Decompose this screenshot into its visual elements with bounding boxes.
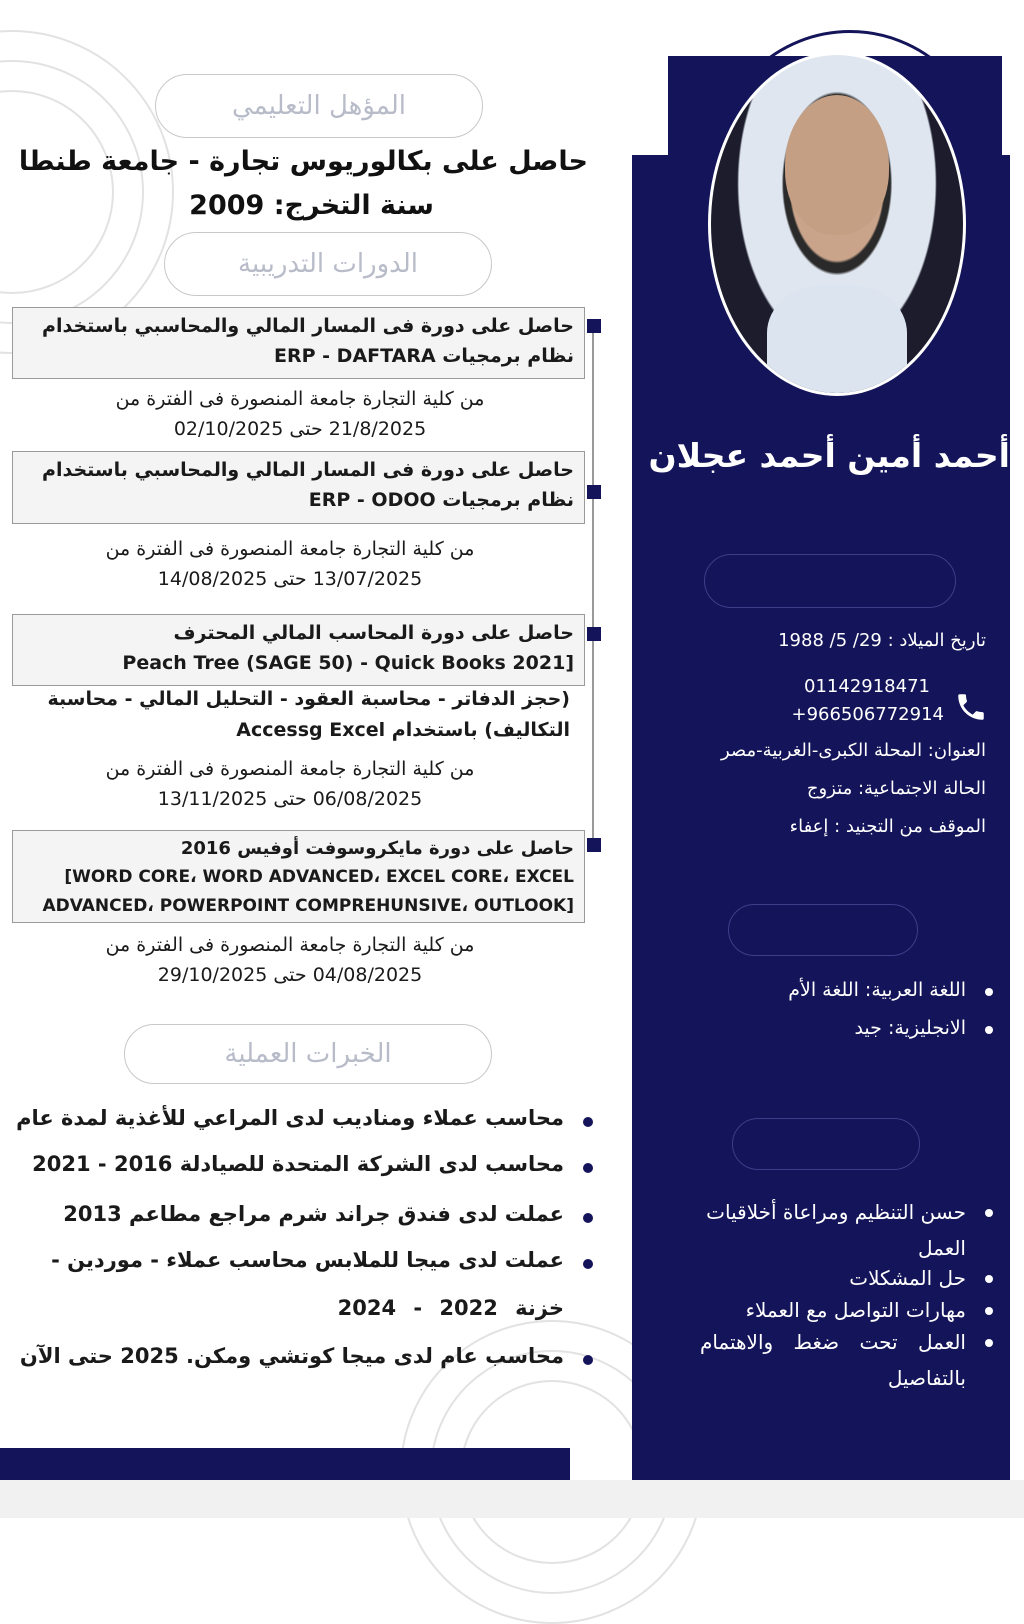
phone-icon <box>954 690 988 724</box>
course-box <box>12 614 585 686</box>
phone-number: 01142918471 <box>804 676 930 697</box>
military-status: الموقف من التجنيد : إعفاء <box>789 816 986 837</box>
course-source: من كلية التجارة جامعة المنصورة فى الفترة من <box>115 388 485 410</box>
course-subtitle: [ADVANCED، POWERPOINT COMPREHUNSIVE، OUTLOOK <box>42 896 574 916</box>
language-item: اللغة العربية: اللغة الأم <box>788 979 966 1001</box>
course-subtitle: نظام برمجيات ERP - DAFTARA <box>274 345 574 367</box>
course-source: من كلية التجارة جامعة المنصورة فى الفترة من <box>105 934 475 956</box>
marital-status: الحالة الاجتماعية: متزوج <box>806 778 986 799</box>
bullet <box>583 1117 593 1127</box>
course-dates: 06/08/2025 حتى 13/11/2025 <box>157 788 423 810</box>
birth-date: تاريخ الميلاد : 29/ 5/ 1988 <box>778 630 986 651</box>
section-pill-languages <box>728 904 918 956</box>
experience-item: عملت لدى فندق جراند شرم مراجع مطاعم 2013 <box>63 1202 564 1226</box>
skill-item: مهارات التواصل مع العملاء <box>745 1298 966 1322</box>
course-title: حاصل على دورة فى المسار المالي والمحاسبي باستخدام <box>42 315 574 337</box>
course-detail: التكاليف) باستخدام Accessg Excel <box>236 719 570 741</box>
experience-item: محاسب لدى الشركة المتحدة للصيادلة 2016 - 2021 <box>32 1152 564 1176</box>
course-dates: 04/08/2025 حتى 29/10/2025 <box>157 964 423 986</box>
phone-number: +966506772914 <box>791 704 944 725</box>
course-box <box>12 830 585 923</box>
experience-item: عملت لدى ميجا للملابس محاسب عملاء - موردين - <box>51 1248 564 1272</box>
skill-item: بالتفاصيل <box>887 1366 966 1390</box>
course-box <box>12 307 585 379</box>
section-title-experience: الخبرات العملية <box>124 1024 492 1084</box>
section-pill-skills <box>732 1118 920 1170</box>
course-source: من كلية التجارة جامعة المنصورة فى الفترة من <box>105 538 475 560</box>
candidate-name: أحمد أمين أحمد عجلان <box>648 436 1010 475</box>
course-title: حاصل على دورة مايكروسوفت أوفيس 2016 <box>180 838 574 859</box>
bullet <box>583 1213 593 1223</box>
timeline-marker <box>587 627 601 641</box>
language-item: الانجليزية: جيد <box>854 1017 966 1039</box>
course-subtitle: نظام برمجيات ERP - ODOO <box>308 489 574 511</box>
bullet <box>985 1307 993 1315</box>
address: العنوان: المحلة الكبرى-الغربية-مصر <box>721 740 986 761</box>
section-title-education: المؤهل التعليمي <box>155 74 483 138</box>
profile-photo <box>708 52 966 396</box>
timeline-marker <box>587 319 601 333</box>
section-title-courses: الدورات التدريبية <box>164 232 492 296</box>
timeline-marker <box>587 485 601 499</box>
skill-item: حل المشكلات <box>849 1266 966 1290</box>
experience-item: محاسب عام لدى ميجا كوتشي ومكن. 2025 حتى الآن <box>19 1344 564 1368</box>
course-detail: (حجز الدفاتر - محاسبة العقود - التحليل المالي - محاسبة <box>47 688 570 710</box>
bullet <box>583 1259 593 1269</box>
course-box <box>12 451 585 524</box>
course-subtitle: [Peach Tree (SAGE 50) - Quick Books 2021 <box>122 652 574 674</box>
course-title: حاصل على دورة فى المسار المالي والمحاسبي باستخدام <box>42 459 574 481</box>
bullet <box>583 1163 593 1173</box>
course-source: من كلية التجارة جامعة المنصورة فى الفترة من <box>105 758 475 780</box>
experience-item: خزنة 2022 - 2024 <box>337 1296 564 1320</box>
course-subtitle: WORD CORE، WORD ADVANCED، EXCEL CORE، EXCEL] <box>64 867 574 887</box>
timeline-marker <box>587 838 601 852</box>
skill-item: حسن التنظيم ومراعاة أخلاقيات <box>706 1200 966 1224</box>
bullet <box>985 988 993 996</box>
bullet <box>985 1275 993 1283</box>
bullet <box>583 1355 593 1365</box>
bullet <box>985 1209 993 1217</box>
bullet <box>985 1339 993 1347</box>
page-bottom-strip <box>0 1480 1024 1518</box>
timeline-line <box>592 325 594 845</box>
section-pill-personal-info <box>704 554 956 608</box>
graduation-year: سنة التخرج: 2009 <box>189 190 434 221</box>
skill-item: العمل <box>917 1236 966 1260</box>
course-title: حاصل على دورة المحاسب المالي المحترف <box>173 622 574 644</box>
skill-item: العمل تحت ضغط والاهتمام <box>699 1330 966 1354</box>
experience-item: محاسب عملاء ومناديب لدى المراعي للأغذية لمدة عام <box>16 1106 564 1130</box>
footer-bar <box>0 1448 570 1480</box>
course-dates: 21/8/2025 حتى 02/10/2025 <box>173 418 427 440</box>
bullet <box>985 1026 993 1034</box>
course-dates: 13/07/2025 حتى 14/08/2025 <box>157 568 423 590</box>
education-degree: حاصل على بكالوريوس تجارة - جامعة طنطا <box>18 146 588 177</box>
